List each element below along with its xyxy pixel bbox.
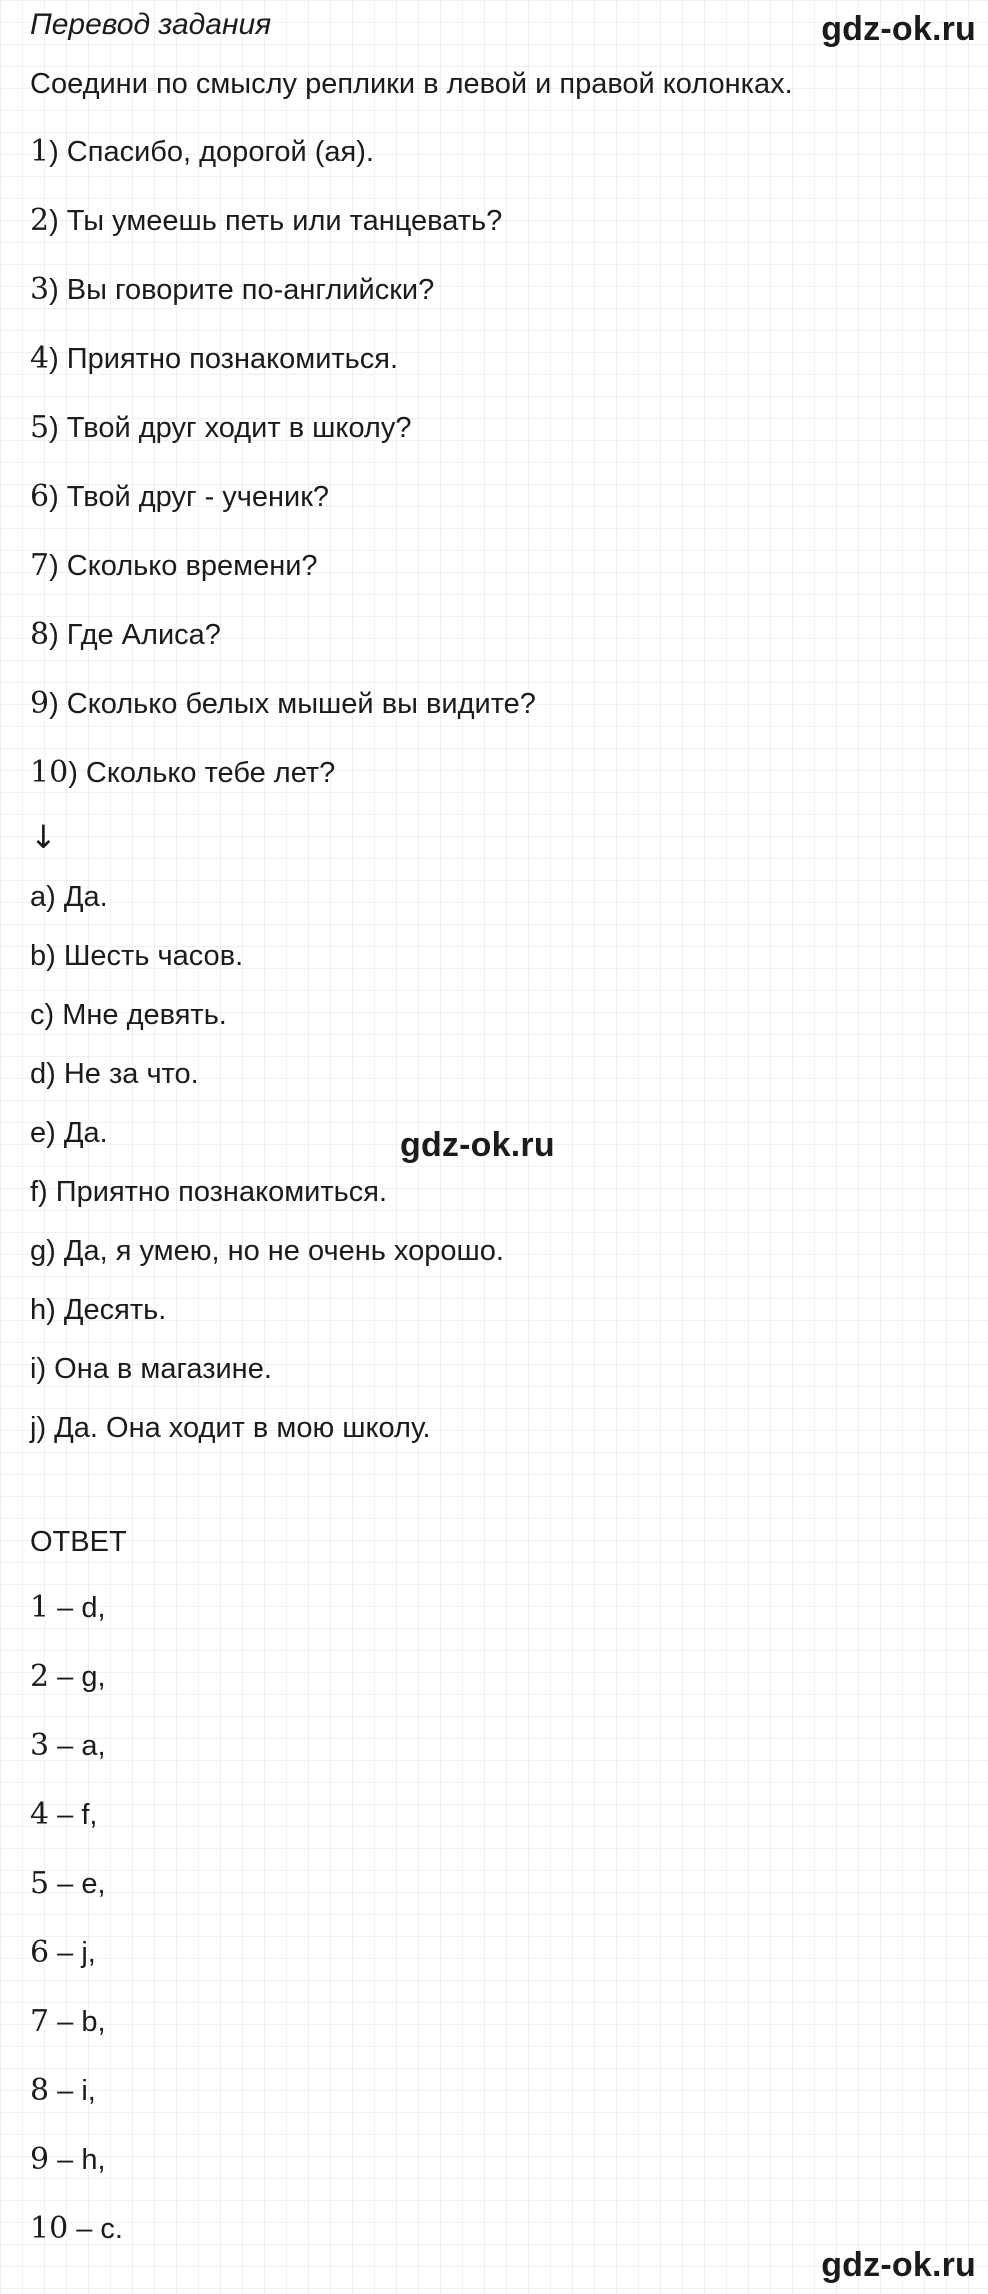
question-text: ) Сколько тебе лет? xyxy=(68,757,336,789)
task-instruction: Соедини по смыслу реплики в левой и правой колонках. xyxy=(30,68,793,100)
question-number: 10 xyxy=(30,755,69,790)
question-number: 8 xyxy=(30,617,50,652)
answer-item: a) Да. xyxy=(30,881,108,913)
question-item xyxy=(30,751,536,820)
result-number: 6 xyxy=(30,1935,50,1970)
answer-item: h) Десять. xyxy=(30,1294,167,1326)
result-item xyxy=(30,1862,123,1931)
result-item xyxy=(30,2138,123,2207)
answer-item: d) Не за что. xyxy=(30,1058,199,1090)
result-item xyxy=(30,1586,123,1655)
result-text: – j, xyxy=(49,1937,96,1969)
question-item xyxy=(30,613,536,682)
watermark-bottom: gdz-ok.ru xyxy=(821,2246,976,2284)
result-number: 3 xyxy=(30,1728,50,1763)
result-item xyxy=(30,2069,123,2138)
result-text: – h, xyxy=(49,2144,106,2176)
answer-item: b) Шесть часов. xyxy=(30,940,244,972)
result-text: – a, xyxy=(49,1730,106,1762)
question-number: 7 xyxy=(30,548,50,583)
result-item xyxy=(30,1793,123,1862)
question-item xyxy=(30,406,536,475)
question-number: 2 xyxy=(30,203,50,238)
question-text: ) Спасибо, дорогой (ая). xyxy=(49,136,374,168)
question-item xyxy=(30,337,536,406)
answer-heading: ОТВЕТ xyxy=(30,1526,127,1558)
answer-item: f) Приятно познакомиться. xyxy=(30,1176,388,1208)
result-text: – e, xyxy=(49,1868,106,1900)
results-list xyxy=(30,1586,123,2276)
question-text: ) Приятно познакомиться. xyxy=(49,343,399,375)
question-number: 6 xyxy=(30,479,50,514)
question-number: 4 xyxy=(30,341,50,376)
question-item xyxy=(30,268,536,337)
result-number: 1 xyxy=(30,1590,50,1625)
result-item xyxy=(30,2207,123,2276)
question-number: 1 xyxy=(30,134,50,169)
question-number: 3 xyxy=(30,272,50,307)
answer-item: g) Да, я умею, но не очень хорошо. xyxy=(30,1235,504,1267)
result-number: 5 xyxy=(30,1866,50,1901)
answer-item: i) Она в магазине. xyxy=(30,1353,272,1385)
result-item xyxy=(30,1931,123,2000)
question-text: ) Где Алиса? xyxy=(49,619,221,651)
page-title: Перевод задания xyxy=(30,8,272,41)
question-item xyxy=(30,199,536,268)
watermark-top: gdz-ok.ru xyxy=(821,10,976,48)
down-arrow-icon: ↓ xyxy=(30,818,57,856)
result-item xyxy=(30,1724,123,1793)
answer-item: c) Мне девять. xyxy=(30,999,227,1031)
result-item xyxy=(30,2000,123,2069)
question-number: 9 xyxy=(30,686,50,721)
question-item xyxy=(30,682,536,751)
result-text: – i, xyxy=(49,2075,96,2107)
result-text: – f, xyxy=(49,1799,98,1831)
question-text: ) Твой друг - ученик? xyxy=(49,481,330,513)
result-number: 4 xyxy=(30,1797,50,1832)
result-text: – c. xyxy=(68,2213,123,2245)
answer-item: j) Да. Она ходит в мою школу. xyxy=(30,1412,431,1444)
question-text: ) Сколько белых мышей вы видите? xyxy=(49,688,536,720)
question-text: ) Ты умеешь петь или танцевать? xyxy=(49,205,503,237)
result-number: 7 xyxy=(30,2004,50,2039)
question-item xyxy=(30,544,536,613)
questions-list xyxy=(30,130,536,820)
result-text: – b, xyxy=(49,2006,106,2038)
result-text: – d, xyxy=(49,1592,106,1624)
watermark-middle: gdz-ok.ru xyxy=(400,1126,555,1164)
answers-list xyxy=(30,877,504,1467)
question-text: ) Твой друг ходит в школу? xyxy=(49,412,412,444)
result-number: 10 xyxy=(30,2211,69,2246)
result-text: – g, xyxy=(49,1661,106,1693)
result-number: 8 xyxy=(30,2073,50,2108)
answer-item: e) Да. xyxy=(30,1117,108,1149)
question-text: ) Вы говорите по-английски? xyxy=(49,274,435,306)
question-number: 5 xyxy=(30,410,50,445)
question-item xyxy=(30,475,536,544)
result-number: 9 xyxy=(30,2142,50,2177)
question-item xyxy=(30,130,536,199)
result-item xyxy=(30,1655,123,1724)
result-number: 2 xyxy=(30,1659,50,1694)
question-text: ) Сколько времени? xyxy=(49,550,318,582)
